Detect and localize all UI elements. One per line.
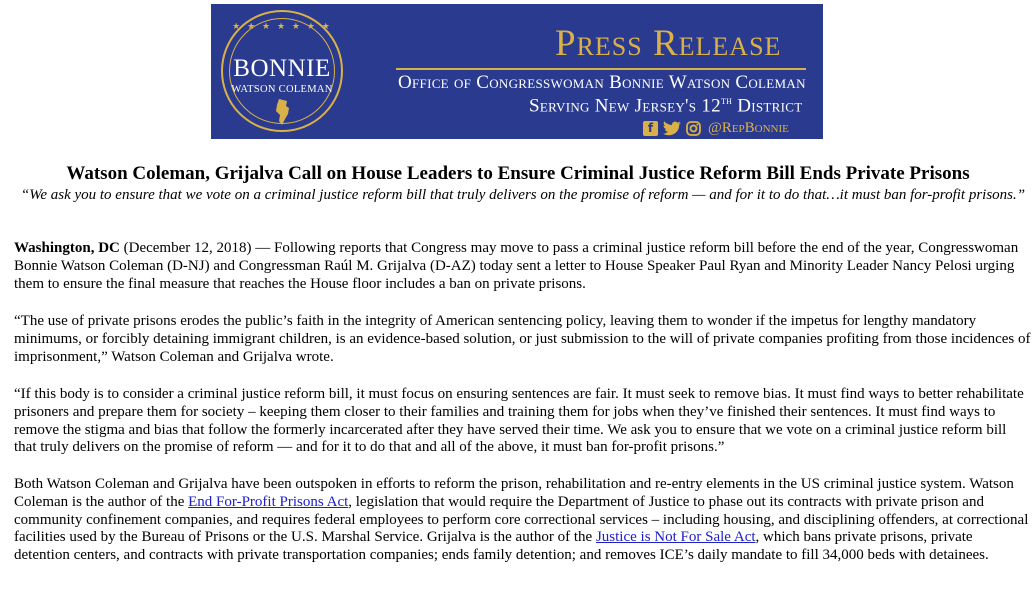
paragraph-1 <box>14 240 1032 293</box>
dateline: Washington, DC <box>14 240 120 256</box>
district-ordinal: th <box>720 95 733 107</box>
press-release-banner <box>211 4 823 139</box>
district-line <box>529 95 803 117</box>
press-release-title: Press Release <box>555 23 782 64</box>
twitter-icon[interactable] <box>663 121 681 136</box>
instagram-icon[interactable] <box>686 121 701 136</box>
facebook-icon[interactable]: f <box>643 121 658 136</box>
paragraph-4-text-a: Both Watson Coleman and Grijalva have been outspoken in efforts to reform the prison, rehabilitation and re-entry elements in the US criminal justice system. Watson Coleman is the author of the <box>14 476 1014 510</box>
seal-subname: WATSON COLEMAN <box>231 84 333 95</box>
congresswoman-seal-logo <box>221 10 343 132</box>
paragraph-3: “If this body is to consider a criminal justice reform bill, it must focus on ensuring sentences are fair. It must seek to remove bias. It must find ways to better rehabilitate prisoners and prepare them for society – keeping them closer to their families and training them for jobs when they’ve finished their sentences. It must find ways to remove the stigma and bias that follow the formerly incarcerated after they have served their time. We ask you to ensure that we vote on a criminal justice reform bill that truly delivers on the promise of reform — and for it to do that and all of the above, it must ban for-profit prisons.” <box>14 386 1024 456</box>
paragraph-4-text-b: , legislation that would require the Department of Justice to phase out its contracts with private prison and community confinement companies, and requires federal employees to perform core correctional services – including housing, and disciplining offenders, at correctional facilities used by the Bureau of Prisons or the U.S. Marshal Service. Grijalva is the author of the <box>14 493 1029 546</box>
banner-divider <box>396 68 806 70</box>
paragraph-4-text-c: , which bans private prisons, private detention centers, and contracts with private transportation companies; ends family detention; and removes ICE’s daily mandate to fill 34,000 beds with detainees. <box>14 529 989 564</box>
office-line: Office of Congresswoman Bonnie Watson Coleman <box>398 72 806 93</box>
seal-stars: ★ ★ ★ ★ ★ ★ ★ <box>232 22 332 32</box>
pull-quote: “We ask you to ensure that we vote on a criminal justice reform bill that truly delivers on the promise of reform — and for it to do that…it must ban for-profit prisons.” <box>20 187 1026 203</box>
end-for-profit-prisons-act-link[interactable]: End For-Profit Prisons Act <box>188 493 349 510</box>
paragraph-2: “The use of private prisons erodes the public’s faith in the integrity of American sentencing policy, leaving them to wonder if the impetus for lengthy mandatory minimums, or forcibly detaining immigrant children, is an evidence-based solution, or just submission to the will of private companies profiting from those incidences of imprisonment,” Watson Coleman and Grijalva wrote. <box>14 313 1031 365</box>
district-tail: District <box>732 95 803 117</box>
twitter-handle[interactable]: @RepBonnie <box>708 119 789 136</box>
justice-is-not-for-sale-act-link[interactable]: Justice is Not For Sale Act <box>595 529 756 546</box>
paragraph-4 <box>14 476 1032 565</box>
social-links <box>643 119 789 137</box>
article-headline: Watson Coleman, Grijalva Call on House Leaders to Ensure Criminal Justice Reform Bill Ends Private Prisons <box>66 163 970 184</box>
district-text: Serving New Jersey's 12 <box>529 95 721 117</box>
new-jersey-state-icon <box>273 99 291 125</box>
seal-name: BONNIE <box>233 55 331 82</box>
paragraph-1-text: (December 12, 2018) — Following reports that Congress may move to pass a criminal justice reform bill before the end of the year, Congresswoman Bonnie Watson Coleman (D-NJ) and Congressman Raúl M. Grijalva (D-AZ) today sent a letter to House Speaker Paul Ryan and Minority Leader Nancy Pelosi urging them to ensure the final measure that reaches the House floor includes a ban on private prisons. <box>14 240 1019 292</box>
